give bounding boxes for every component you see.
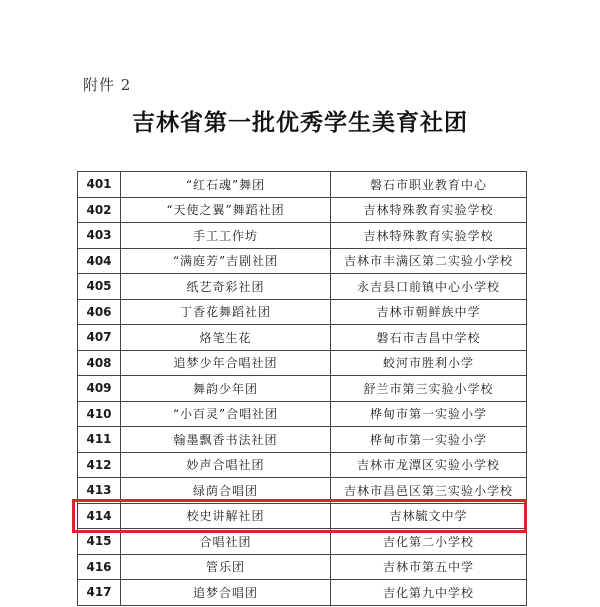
club-name: “满庭芳”吉剧社团 (121, 248, 331, 274)
row-number: 408 (78, 350, 121, 376)
table-row (78, 248, 527, 274)
club-name: 翰墨飘香书法社团 (121, 427, 331, 453)
school-name: 桦甸市第一实验小学 (331, 401, 527, 427)
club-list-body (78, 172, 527, 606)
row-number: 416 (78, 554, 121, 580)
table-row (78, 580, 527, 606)
row-number: 413 (78, 478, 121, 504)
table-row (78, 503, 527, 529)
attachment-label: 附件 2 (83, 76, 132, 94)
table-row (78, 350, 527, 376)
club-name: 妙声合唱社团 (121, 452, 331, 478)
club-name: 追梦少年合唱社团 (121, 350, 331, 376)
table-row (78, 529, 527, 555)
document-title: 吉林省第一批优秀学生美育社团 (132, 110, 468, 136)
club-name: 校史讲解社团 (121, 503, 331, 529)
table-row (78, 223, 527, 249)
school-name: 永吉县口前镇中心小学校 (331, 274, 527, 300)
school-name: 吉林市第五中学 (331, 554, 527, 580)
school-name: 吉化第二小学校 (331, 529, 527, 555)
row-number: 410 (78, 401, 121, 427)
row-number: 411 (78, 427, 121, 453)
school-name: 磐石市吉昌中学校 (331, 325, 527, 351)
club-name: 舞韵少年团 (121, 376, 331, 402)
row-number: 406 (78, 299, 121, 325)
school-name: 吉林市丰满区第二实验小学校 (331, 248, 527, 274)
club-name: 管乐团 (121, 554, 331, 580)
school-name: 吉林市朝鲜族中学 (331, 299, 527, 325)
row-number: 412 (78, 452, 121, 478)
school-name: 桦甸市第一实验小学 (331, 427, 527, 453)
table-row (78, 274, 527, 300)
school-name: 蛟河市胜利小学 (331, 350, 527, 376)
club-name: 手工工作坊 (121, 223, 331, 249)
row-number: 417 (78, 580, 121, 606)
row-number: 404 (78, 248, 121, 274)
club-name: “小百灵”合唱社团 (121, 401, 331, 427)
table-row (78, 427, 527, 453)
row-number: 402 (78, 197, 121, 223)
school-name: 舒兰市第三实验小学校 (331, 376, 527, 402)
club-name: 丁香花舞蹈社团 (121, 299, 331, 325)
club-name: 追梦合唱团 (121, 580, 331, 606)
row-number: 414 (78, 503, 121, 529)
table-row (78, 376, 527, 402)
table-row (78, 478, 527, 504)
row-number: 405 (78, 274, 121, 300)
club-name: 绿荫合唱团 (121, 478, 331, 504)
school-name: 吉林毓文中学 (331, 503, 527, 529)
club-list-table (77, 171, 527, 606)
school-name: 吉林特殊教育实验学校 (331, 223, 527, 249)
school-name: 吉林市昌邑区第三实验小学校 (331, 478, 527, 504)
club-name: 合唱社团 (121, 529, 331, 555)
club-name: 纸艺奇彩社团 (121, 274, 331, 300)
row-number: 401 (78, 172, 121, 198)
club-name: “天使之翼”舞蹈社团 (121, 197, 331, 223)
club-name: “红石魂”舞团 (121, 172, 331, 198)
table-row (78, 325, 527, 351)
school-name: 吉林市龙潭区实验小学校 (331, 452, 527, 478)
school-name: 吉化第九中学校 (331, 580, 527, 606)
row-number: 403 (78, 223, 121, 249)
row-number: 407 (78, 325, 121, 351)
row-number: 415 (78, 529, 121, 555)
table-row (78, 401, 527, 427)
club-name: 烙笔生花 (121, 325, 331, 351)
table-row (78, 172, 527, 198)
table-row (78, 554, 527, 580)
school-name: 吉林特殊教育实验学校 (331, 197, 527, 223)
table-row (78, 299, 527, 325)
table-row (78, 197, 527, 223)
table-row (78, 452, 527, 478)
row-number: 409 (78, 376, 121, 402)
school-name: 磐石市职业教育中心 (331, 172, 527, 198)
